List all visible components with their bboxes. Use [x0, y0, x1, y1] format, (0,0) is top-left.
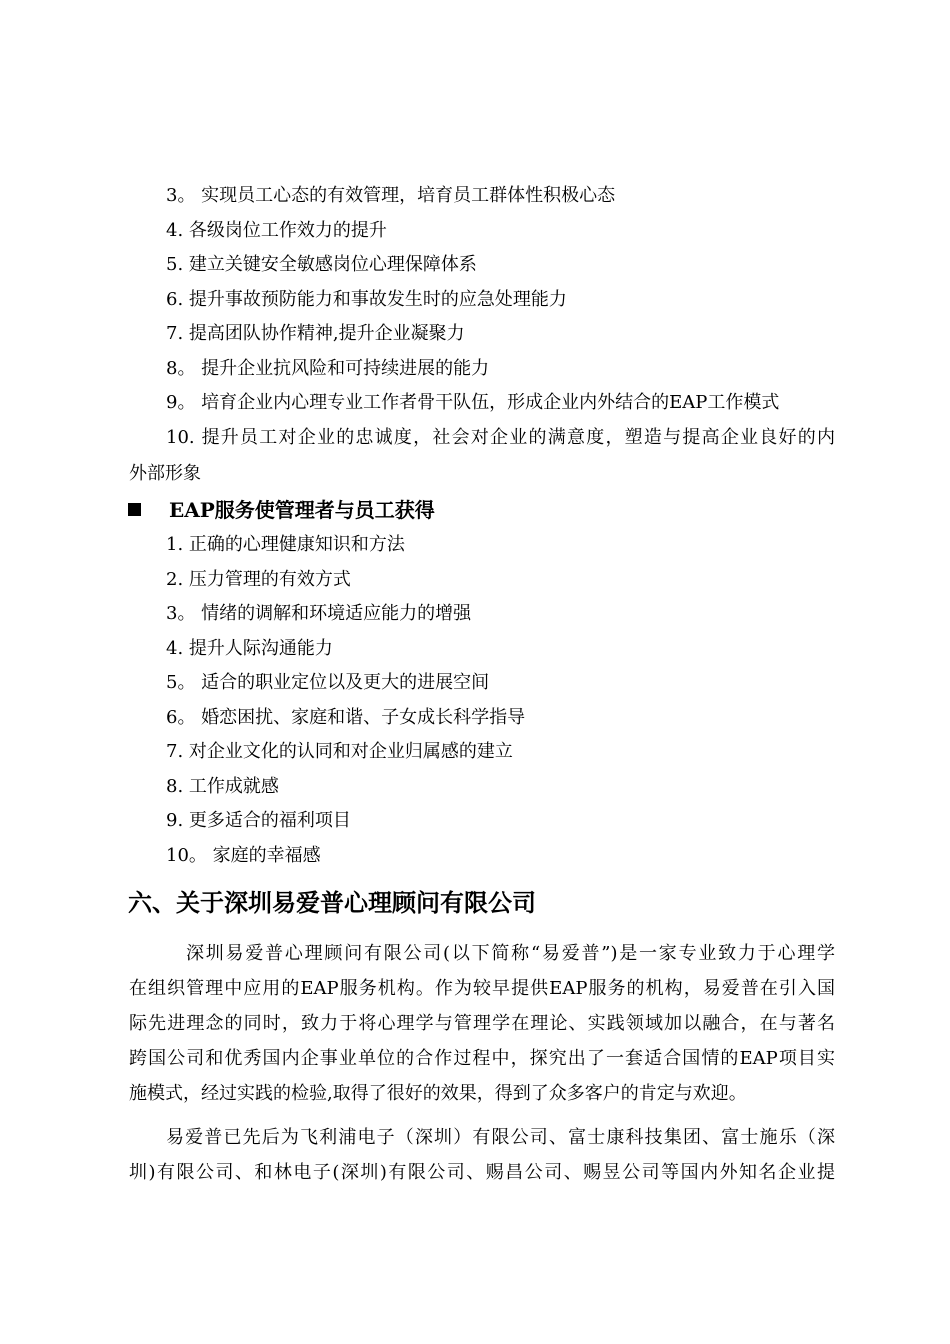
list-item: 3。 情绪的调解和环境适应能力的增强 — [166, 603, 472, 624]
list-item: 4. 提升人际沟通能力 — [166, 638, 333, 659]
list-item: 2. 压力管理的有效方式 — [166, 569, 351, 590]
list-item: 6。 婚恋困扰、家庭和谐、子女成长科学指导 — [166, 707, 526, 728]
list-item: 7. 提高团队协作精神,提升企业凝聚力 — [166, 323, 465, 344]
paragraph-line: 深圳易爱普心理顾问有限公司(以下简称“易爱普”)是一家专业致力于心理学 — [186, 943, 835, 964]
list-item: 10. 提升员工对企业的忠诚度，社会对企业的满意度，塑造与提高企业良好的内 — [166, 427, 835, 448]
paragraph-line: 施模式，经过实践的检验,取得了很好的效果，得到了众多客户的肯定与欢迎。 — [129, 1083, 747, 1104]
list-item: 5. 建立关键安全敏感岗位心理保障体系 — [166, 254, 477, 275]
bullet-heading — [128, 497, 435, 523]
section-heading: 六、关于深圳易爱普心理顾问有限公司 — [128, 888, 536, 917]
paragraph-line: 易爱普已先后为飞利浦电子（深圳）有限公司、富士康科技集团、富士施乐（深 — [166, 1127, 835, 1148]
paragraph-line: 在组织管理中应用的EAP服务机构。作为较早提供EAP服务的机构，易爱普在引入国 — [129, 978, 835, 999]
list-item: 8. 工作成就感 — [166, 776, 279, 797]
paragraph-line: 圳)有限公司、和林电子(深圳)有限公司、赐昌公司、赐昱公司等国内外知名企业提 — [129, 1162, 835, 1183]
paragraph-line: 跨国公司和优秀国内企事业单位的合作过程中，探究出了一套适合国情的EAP项目实 — [129, 1048, 835, 1069]
list-item: 4. 各级岗位工作效力的提升 — [166, 220, 387, 241]
list-item: 3。 实现员工心态的有效管理，培育员工群体性积极心态 — [166, 185, 616, 206]
list-item: 7. 对企业文化的认同和对企业归属感的建立 — [166, 741, 513, 762]
list-item: 1. 正确的心理健康知识和方法 — [166, 534, 405, 555]
list-item: 10。 家庭的幸福感 — [166, 845, 321, 866]
bullet-heading-text: EAP服务使管理者与员工获得 — [169, 498, 435, 522]
list-item: 9. 更多适合的福利项目 — [166, 810, 351, 831]
list-item: 6. 提升事故预防能力和事故发生时的应急处理能力 — [166, 289, 567, 310]
paragraph-line: 际先进理念的同时，致力于将心理学与管理学在理论、实践领域加以融合，在与著名 — [129, 1013, 835, 1034]
list-item: 5。 适合的职业定位以及更大的进展空间 — [166, 672, 490, 693]
list-item: 9。 培育企业内心理专业工作者骨干队伍，形成企业内外结合的EAP工作模式 — [166, 392, 780, 413]
square-bullet-icon — [128, 503, 141, 516]
list-item: 8。 提升企业抗风险和可持续进展的能力 — [166, 358, 490, 379]
list-item-continuation: 外部形象 — [129, 463, 201, 484]
